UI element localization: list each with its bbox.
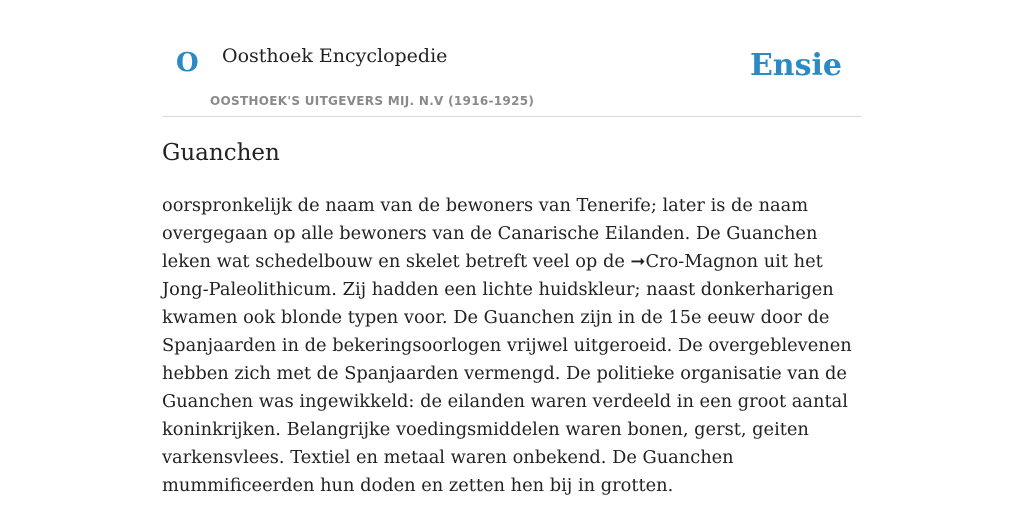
cross-reference-label: Cro-Magnon (645, 251, 759, 272)
entry-body (162, 192, 862, 500)
entry-body-text-continued: uit het Jong-Paleolithicum. Zij hadden een lichte huidskleur; naast donkerharigen kwamen ook blonde typen voor. De Guanchen zijn in de 15e eeuw door de Spanjaarden in de bekeringsoorlogen vrijwel uitgeroeid. De overgeblevenen hebben zich met de Spanjaarden vermengd. De politieke organisatie van de Guanchen was ingewikkeld: de eilanden waren verdeeld in een groot aantal koninkrijken. Belangrijke voedingsmiddelen waren bonen, gerst, geiten varkensvlees. Textiel en metaal waren onbekend. De Guanchen mummificeerden hun doden en zetten hen bij in grotten. (162, 251, 852, 496)
source-logo[interactable]: O (176, 48, 199, 78)
source-header (162, 0, 862, 117)
brand-logo[interactable]: Ensie (749, 48, 842, 83)
cross-reference-link[interactable] (631, 251, 759, 272)
cross-reference-arrow-icon: ➞ (630, 251, 646, 272)
entry-title: Guanchen (162, 140, 280, 166)
entry-body-text: oorspronkelijk de naam van de bewoners van Tenerife; later is de naam overgegaan op alle bewoners van de Canarische Eilanden. De Guanchen leken wat schedelbouw en skelet betreft veel op de (162, 195, 818, 272)
source-title[interactable]: Oosthoek Encyclopedie (222, 45, 448, 67)
source-subtitle: OOSTHOEK'S UITGEVERS MIJ. N.V (1916-1925) (210, 94, 535, 108)
page (162, 0, 862, 496)
